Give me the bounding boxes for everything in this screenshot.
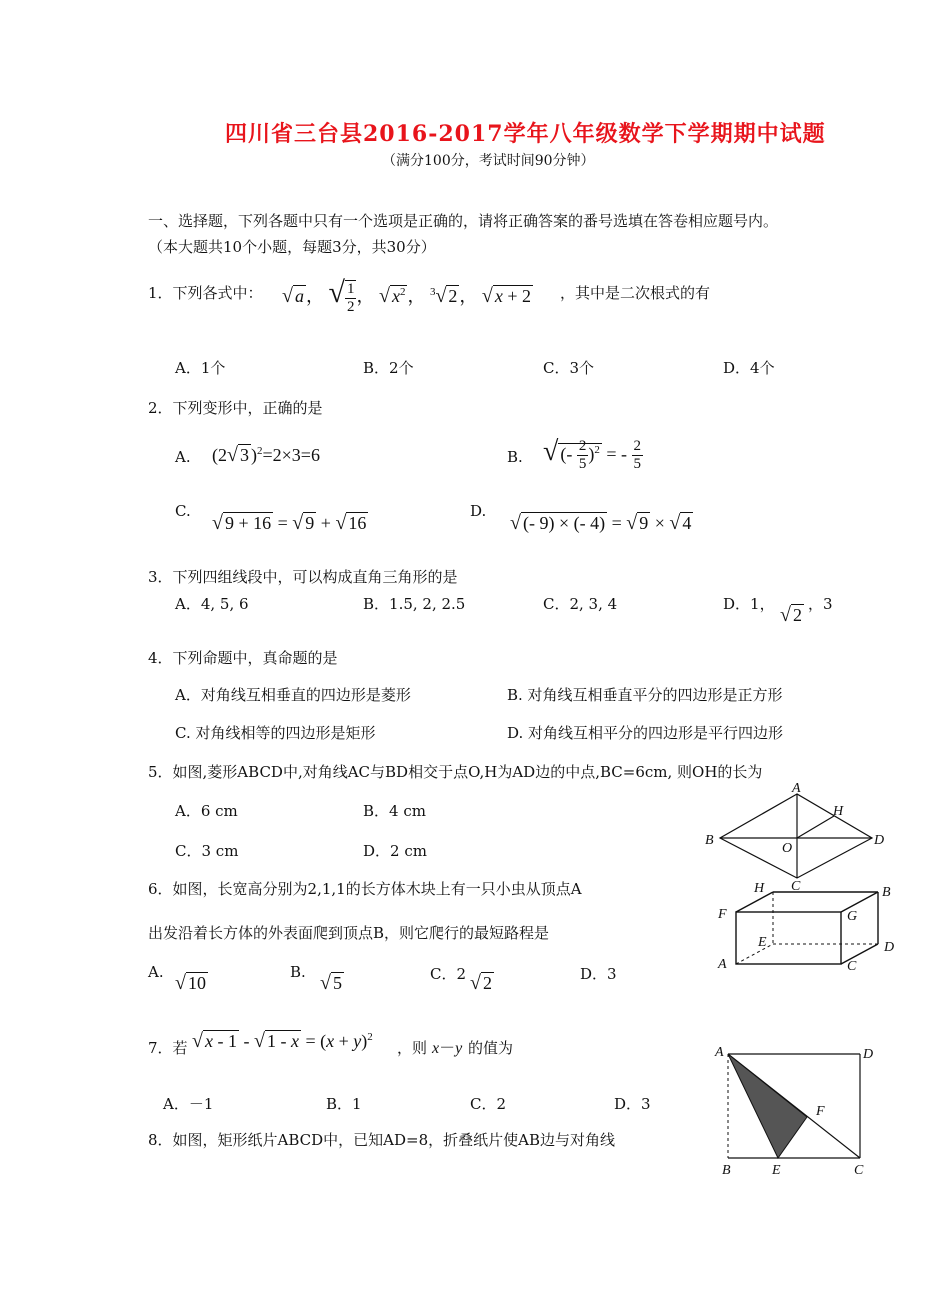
q1-stem: 1．下列各式中： bbox=[148, 284, 263, 302]
q1-option-b: B．2个 bbox=[363, 359, 414, 377]
q3-option-a: A．4, 5, 6 bbox=[175, 595, 249, 613]
page-title: 四川省三台县2016-2017学年八年级数学下学期期中试题 bbox=[225, 121, 826, 147]
q3-stem: 3．下列四组线段中，可以构成直角三角形的是 bbox=[148, 568, 458, 586]
q5-label-o: O bbox=[782, 841, 793, 856]
q6-option-b-label: B. bbox=[290, 963, 306, 981]
q8-label-c: C bbox=[854, 1163, 864, 1178]
q4-option-c: C. 对角线相等的四边形是矩形 bbox=[175, 724, 376, 742]
q2-option-c-label: C. bbox=[175, 502, 191, 520]
q6-stem-line1: 6．如图，长宽高分别为2,1,1的长方体木块上有一只小虫从顶点A bbox=[148, 880, 582, 898]
q5-rhombus-figure bbox=[700, 778, 895, 890]
q4-stem: 4．下列命题中，真命题的是 bbox=[148, 649, 338, 667]
q5-label-d: D bbox=[874, 833, 885, 848]
q5-label-h: H bbox=[833, 804, 844, 819]
section-1-note: （本大题共10个小题，每题3分，共30分） bbox=[148, 238, 436, 256]
q7-equation: √ x - 1 - √ $1 - x = (x + y)^2$ bbox=[192, 1030, 373, 1052]
q8-rectangle-figure bbox=[710, 1042, 890, 1180]
q8-label-f: F bbox=[816, 1104, 825, 1119]
q5-label-c: C bbox=[791, 879, 801, 890]
q2-option-c-expr: √ 9 + 16 = √ 9 + √ 16 bbox=[212, 512, 367, 534]
q3-option-d: D．1， bbox=[723, 595, 775, 613]
q2-option-b-label: B. bbox=[507, 448, 523, 466]
q3-option-d-tail: ，3 bbox=[808, 595, 833, 613]
q4-option-a: A．对角线互相垂直的四边形是菱形 bbox=[175, 686, 411, 704]
section-1-instruction: 一、选择题，下列各题中只有一个选项是正确的，请将正确答案的番号选填在答卷相应题号内。 bbox=[148, 212, 779, 230]
q2-option-a-label: A. bbox=[175, 448, 191, 466]
q2-option-d-label: D. bbox=[470, 502, 487, 520]
page-subtitle: （满分100分，考试时间90分钟） bbox=[382, 153, 595, 169]
q6-label-d: D bbox=[884, 940, 895, 955]
q8-stem: 8．如图，矩形纸片ABCD中，已知AD=8，折叠纸片使AB边与对角线 bbox=[148, 1131, 616, 1149]
q4-option-d: D. 对角线互相平分的四边形是平行四边形 bbox=[507, 724, 784, 742]
q7-tail: ，则 bbox=[397, 1039, 428, 1057]
q6-label-c: C bbox=[847, 959, 857, 972]
q6-option-d: D．3 bbox=[580, 965, 617, 983]
q8-label-e: E bbox=[772, 1163, 781, 1178]
q6-label-e: E bbox=[758, 935, 767, 950]
q7-stem: 7．若 bbox=[148, 1039, 188, 1057]
q6-option-c-expr: √ 2 bbox=[470, 972, 492, 994]
q6-label-g: G bbox=[847, 909, 858, 924]
q6-option-a-label: A. bbox=[148, 963, 164, 981]
q6-option-a-expr: √ 10 bbox=[175, 972, 206, 994]
q6-option-c-label: C．2 bbox=[430, 965, 467, 983]
q5-option-a: A．6 cm bbox=[175, 802, 238, 820]
q4-option-b: B. 对角线互相垂直平分的四边形是正方形 bbox=[507, 686, 783, 704]
q6-label-b: B bbox=[882, 885, 891, 900]
q7-option-d: D．3 bbox=[614, 1095, 651, 1113]
q5-option-b: B．4 cm bbox=[363, 802, 426, 820]
q7-option-b: B．1 bbox=[326, 1095, 362, 1113]
q3-option-d-sqrt2: √ 2 bbox=[780, 604, 802, 626]
q1-tail: ，其中是二次根式的有 bbox=[560, 284, 711, 302]
q1-expressions: √ a ， √ $\frac{1}{2}$ ， √ $x^2$ ， $^3$√ 2 ， √ x + 2 bbox=[282, 276, 532, 315]
q7-tail2: 的值为 bbox=[468, 1039, 514, 1057]
q3-option-c: C．2, 3, 4 bbox=[543, 595, 618, 613]
q8-label-d: D bbox=[863, 1047, 874, 1062]
q5-option-d: D．2 cm bbox=[363, 842, 427, 860]
q2-stem: 2．下列变形中，正确的是 bbox=[148, 399, 323, 417]
q1-option-a: A．1个 bbox=[175, 359, 226, 377]
q6-label-h: H bbox=[754, 881, 765, 896]
q5-option-c: C．3 cm bbox=[175, 842, 239, 860]
q7-x-minus-y: x－y bbox=[432, 1040, 463, 1057]
q5-stem: 5．如图,菱形ABCD中,对角线AC与BD相交于点O,H为AD边的中点,BC=6cm, 则OH的长为 bbox=[148, 763, 763, 781]
q3-option-b: B．1.5, 2, 2.5 bbox=[363, 595, 466, 613]
q2-option-d-expr: √ (- 9) × (- 4) = √ 9 × √ 4 bbox=[510, 512, 692, 534]
q2-option-a-expr: (2√ 3 )$^2$=2×3=6 bbox=[212, 444, 320, 466]
q1-option-c: C．3个 bbox=[543, 359, 595, 377]
q1-option-d: D．4个 bbox=[723, 359, 775, 377]
q7-option-c: C．2 bbox=[470, 1095, 507, 1113]
q8-label-b: B bbox=[722, 1163, 731, 1178]
q6-stem-line2: 出发沿着长方体的外表面爬到顶点B，则它爬行的最短路程是 bbox=[148, 924, 550, 942]
q6-label-a: A bbox=[718, 957, 727, 972]
q2-option-b-expr: √ (- $\frac{2}{5}$ )$^2$ = - $\frac{2}{5}$ bbox=[543, 436, 642, 473]
q6-option-b-expr: √ 5 bbox=[320, 972, 342, 994]
q2-option-a-result: =2×3=6 bbox=[262, 445, 320, 465]
q5-label-b: B bbox=[705, 833, 714, 848]
q7-option-a: A．－1 bbox=[163, 1095, 214, 1113]
q8-label-a: A bbox=[715, 1045, 724, 1060]
q6-label-f: F bbox=[718, 907, 727, 922]
q6-cuboid-figure bbox=[708, 880, 908, 972]
q5-label-a: A bbox=[792, 781, 801, 796]
